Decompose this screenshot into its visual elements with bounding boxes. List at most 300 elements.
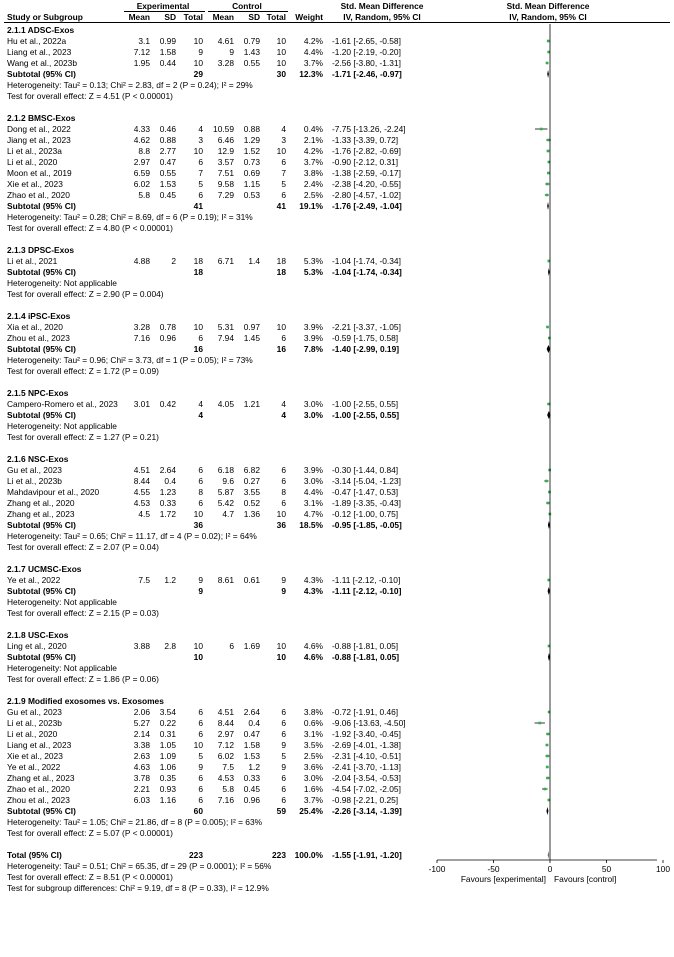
study-ci: -0.72 [-1.91, 0.46]: [332, 707, 399, 717]
study-name: Zhou et al., 2023: [7, 795, 70, 805]
study-mean-exp: 5.27: [133, 718, 150, 728]
study-sd-exp: 0.33: [159, 498, 176, 508]
study-total-exp: 4: [198, 124, 203, 134]
subgroup-overall-effect: Test for overall effect: Z = 1.86 (P = 0.06): [7, 674, 159, 684]
study-mean-ctl: 7.16: [217, 795, 234, 805]
study-ci: -2.31 [-4.10, -0.51]: [332, 751, 401, 761]
study-total-ctl: 10: [276, 509, 286, 519]
header-weight: Weight: [295, 12, 323, 22]
subtotal-diamond: [548, 587, 550, 595]
study-sd-exp: 1.05: [159, 740, 176, 750]
total-diamond: [548, 851, 549, 859]
study-mean-exp: 7.12: [133, 47, 150, 57]
study-ci: -1.92 [-3.40, -0.45]: [332, 729, 401, 739]
subtotal-ci: -0.95 [-1.85, -0.05]: [332, 520, 402, 530]
study-mean-ctl: 7.29: [217, 190, 234, 200]
study-mean-exp: 2.63: [133, 751, 150, 761]
subtotal-total-ctl: 10: [276, 652, 286, 662]
study-sd-exp: 0.55: [159, 168, 176, 178]
study-sd-ctl: 1.4: [248, 256, 260, 266]
subtotal-total-exp: 10: [193, 652, 203, 662]
study-weight: 2.5%: [303, 190, 323, 200]
study-mean-ctl: 6: [229, 641, 234, 651]
study-mean-exp: 8.44: [133, 476, 150, 486]
study-mean-ctl: 5.8: [222, 784, 234, 794]
study-sd-exp: 0.47: [159, 157, 176, 167]
study-sd-ctl: 0.55: [243, 58, 260, 68]
total-ci: -1.55 [-1.91, -1.20]: [332, 850, 402, 860]
study-total-ctl: 6: [281, 707, 286, 717]
study-mean-ctl: 9.6: [222, 476, 234, 486]
study-weight: 3.7%: [303, 58, 323, 68]
study-point: [546, 744, 549, 747]
subtotal-weight: 12.3%: [299, 69, 323, 79]
study-weight: 3.8%: [303, 707, 323, 717]
study-weight: 4.4%: [303, 47, 323, 57]
total-weight: 100.0%: [294, 850, 323, 860]
subtotal-total-exp: 16: [193, 344, 203, 354]
study-total-exp: 6: [198, 707, 203, 717]
subtotal-total-ctl: 18: [276, 267, 286, 277]
subgroup-title: 2.1.2 BMSC-Exos: [7, 113, 76, 123]
study-total-ctl: 10: [276, 36, 286, 46]
study-sd-ctl: 1.36: [243, 509, 260, 519]
study-total-exp: 5: [198, 179, 203, 189]
study-sd-ctl: 1.58: [243, 740, 260, 750]
study-weight: 3.7%: [303, 157, 323, 167]
study-total-exp: 9: [198, 47, 203, 57]
study-point: [547, 172, 550, 175]
study-total-ctl: 8: [281, 487, 286, 497]
study-mean-ctl: 7.94: [217, 333, 234, 343]
subgroup-heterogeneity: Heterogeneity: Tau² = 0.28; Chi² = 8.69, df = 6 (P = 0.19); I² = 31%: [7, 212, 253, 222]
study-weight: 3.1%: [303, 498, 323, 508]
header-smd-right: Std. Mean Difference: [506, 1, 590, 11]
subtotal-total-ctl: 41: [276, 201, 286, 211]
study-mean-exp: 2.97: [133, 157, 150, 167]
study-mean-exp: 3.88: [133, 641, 150, 651]
study-sd-exp: 1.16: [159, 795, 176, 805]
subgroup-title: 2.1.4 iPSC-Exos: [7, 311, 71, 321]
study-mean-ctl: 12.9: [217, 146, 234, 156]
study-sd-ctl: 1.21: [243, 399, 260, 409]
study-ci: -2.56 [-3.80, -1.31]: [332, 58, 401, 68]
study-sd-exp: 0.88: [159, 135, 176, 145]
subtotal-ci: -1.11 [-2.12, -0.10]: [332, 586, 402, 596]
study-mean-ctl: 7.5: [222, 762, 234, 772]
study-name: Zhang et al., 2023: [7, 773, 75, 783]
study-sd-exp: 1.06: [159, 762, 176, 772]
study-sd-ctl: 0.52: [243, 498, 260, 508]
study-ci: -0.88 [-1.81, 0.05]: [332, 641, 399, 651]
subtotal-label: Subtotal (95% CI): [7, 520, 76, 530]
study-point: [547, 502, 550, 505]
study-total-ctl: 6: [281, 498, 286, 508]
study-total-exp: 9: [198, 575, 203, 585]
subgroup-heterogeneity: Heterogeneity: Tau² = 0.65; Chi² = 11.17, df = 4 (P = 0.02); I² = 64%: [7, 531, 257, 541]
study-sd-ctl: 1.2: [248, 762, 260, 772]
study-total-exp: 8: [198, 487, 203, 497]
subgroup-overall-effect: Test for overall effect: Z = 4.51 (P < 0.00001): [7, 91, 173, 101]
study-sd-exp: 1.23: [159, 487, 176, 497]
study-weight: 4.2%: [303, 36, 323, 46]
study-sd-ctl: 0.45: [243, 784, 260, 794]
study-mean-exp: 3.38: [133, 740, 150, 750]
study-sd-ctl: 2.64: [243, 707, 260, 717]
study-point: [547, 40, 550, 43]
study-mean-ctl: 6.71: [217, 256, 234, 266]
study-sd-ctl: 1.29: [243, 135, 260, 145]
study-total-exp: 5: [198, 751, 203, 761]
total-total-ctl: 223: [272, 850, 286, 860]
subtotal-total-exp: 36: [193, 520, 203, 530]
study-name: Hu et al., 2022a: [7, 36, 67, 46]
study-point: [546, 62, 549, 65]
subgroup-heterogeneity: Heterogeneity: Tau² = 0.96; Chi² = 3.73, df = 1 (P = 0.05); I² = 73%: [7, 355, 253, 365]
subtotal-ci: -0.88 [-1.81, 0.05]: [332, 652, 400, 662]
study-sd-exp: 1.09: [159, 751, 176, 761]
study-total-exp: 10: [193, 322, 203, 332]
study-total-ctl: 3: [281, 135, 286, 145]
study-mean-exp: 4.53: [133, 498, 150, 508]
subtotal-diamond: [547, 202, 549, 210]
header-total-exp: Total: [183, 12, 203, 22]
study-ci: -1.76 [-2.82, -0.69]: [332, 146, 401, 156]
study-name: Zhao et al., 2020: [7, 190, 70, 200]
subgroup-overall-effect: Test for overall effect: Z = 1.27 (P = 0.21): [7, 432, 159, 442]
subgroup-overall-effect: Test for overall effect: Z = 2.90 (P = 0.004): [7, 289, 164, 299]
study-sd-ctl: 1.15: [243, 179, 260, 189]
subgroup-heterogeneity: Heterogeneity: Not applicable: [7, 421, 117, 431]
study-weight: 4.2%: [303, 146, 323, 156]
subgroup-title: 2.1.9 Modified exosomes vs. Exosomes: [7, 696, 164, 706]
study-sd-exp: 0.96: [159, 333, 176, 343]
study-mean-exp: 3.28: [133, 322, 150, 332]
study-mean-ctl: 6.18: [217, 465, 234, 475]
study-ci: -1.20 [-2.19, -0.20]: [332, 47, 401, 57]
study-mean-ctl: 10.59: [213, 124, 234, 134]
study-mean-exp: 1.95: [133, 58, 150, 68]
header-study: Study or Subgroup: [7, 12, 83, 22]
study-mean-exp: 6.02: [133, 179, 150, 189]
study-total-ctl: 9: [281, 740, 286, 750]
subgroup-overall-effect: Test for overall effect: Z = 4.80 (P < 0.00001): [7, 223, 173, 233]
subgroup-heterogeneity: Heterogeneity: Not applicable: [7, 597, 117, 607]
study-name: Li et al., 2023b: [7, 718, 62, 728]
study-total-ctl: 5: [281, 179, 286, 189]
subtotal-label: Subtotal (95% CI): [7, 201, 76, 211]
study-name: Ye et al., 2022: [7, 575, 61, 585]
study-name: Xie et al., 2023: [7, 179, 63, 189]
x-axis-tick-label: 0: [547, 864, 553, 874]
study-mean-exp: 2.21: [133, 784, 150, 794]
study-mean-ctl: 6.46: [217, 135, 234, 145]
total-heterogeneity: Heterogeneity: Tau² = 0.51; Chi² = 65.35, df = 29 (P = 0.0001); I² = 56%: [7, 861, 272, 871]
study-name: Dong et al., 2022: [7, 124, 71, 134]
header-experimental: Experimental: [136, 1, 190, 11]
study-point: [547, 733, 550, 736]
study-total-ctl: 10: [276, 47, 286, 57]
study-mean-ctl: 3.28: [217, 58, 234, 68]
study-name: Zhou et al., 2023: [7, 333, 70, 343]
study-mean-exp: 4.88: [133, 256, 150, 266]
study-ci: -0.90 [-2.12, 0.31]: [332, 157, 399, 167]
study-sd-ctl: 3.55: [243, 487, 260, 497]
study-total-exp: 6: [198, 157, 203, 167]
study-mean-exp: 6.03: [133, 795, 150, 805]
study-weight: 2.4%: [303, 179, 323, 189]
study-sd-exp: 0.35: [159, 773, 176, 783]
study-weight: 3.7%: [303, 795, 323, 805]
study-point: [547, 150, 550, 153]
study-mean-exp: 8.8: [138, 146, 150, 156]
study-ci: -2.04 [-3.54, -0.53]: [332, 773, 401, 783]
subgroup-heterogeneity: Heterogeneity: Tau² = 0.13; Chi² = 2.83, df = 2 (P = 0.24); I² = 29%: [7, 80, 253, 90]
subtotal-total-ctl: 36: [276, 520, 286, 530]
study-point: [546, 777, 549, 780]
study-weight: 4.6%: [303, 641, 323, 651]
study-ci: -4.54 [-7.02, -2.05]: [332, 784, 401, 794]
study-sd-exp: 2: [171, 256, 176, 266]
study-sd-ctl: 0.53: [243, 190, 260, 200]
study-point: [546, 766, 549, 769]
study-mean-exp: 4.62: [133, 135, 150, 145]
subgroup-overall-effect: Test for overall effect: Z = 2.15 (P = 0.03): [7, 608, 159, 618]
study-mean-exp: 5.8: [138, 190, 150, 200]
study-sd-ctl: 0.69: [243, 168, 260, 178]
study-point: [547, 139, 550, 142]
subtotal-total-exp: 9: [198, 586, 203, 596]
study-total-ctl: 18: [276, 256, 286, 266]
study-total-exp: 10: [193, 509, 203, 519]
header-mean-ctl: Mean: [212, 12, 234, 22]
study-total-exp: 6: [198, 784, 203, 794]
study-name: Xie et al., 2023: [7, 751, 63, 761]
subtotal-label: Subtotal (95% CI): [7, 69, 76, 79]
study-mean-exp: 4.5: [138, 509, 150, 519]
study-mean-exp: 3.78: [133, 773, 150, 783]
study-weight: 3.9%: [303, 333, 323, 343]
study-name: Zhang et al., 2023: [7, 509, 75, 519]
subgroup-title: 2.1.7 UCMSC-Exos: [7, 564, 82, 574]
study-total-ctl: 5: [281, 751, 286, 761]
study-sd-ctl: 1.53: [243, 751, 260, 761]
subtotal-ci: -1.00 [-2.55, 0.55]: [332, 410, 400, 420]
study-total-ctl: 9: [281, 575, 286, 585]
study-mean-exp: 4.55: [133, 487, 150, 497]
subtotal-weight: 18.5%: [299, 520, 323, 530]
study-mean-exp: 7.16: [133, 333, 150, 343]
study-total-exp: 6: [198, 498, 203, 508]
study-mean-ctl: 4.51: [217, 707, 234, 717]
subgroup-title: 2.1.6 NSC-Exos: [7, 454, 69, 464]
subtotal-total-exp: 4: [198, 410, 203, 420]
study-mean-ctl: 3.57: [217, 157, 234, 167]
study-mean-ctl: 6.02: [217, 751, 234, 761]
study-sd-ctl: 0.47: [243, 729, 260, 739]
study-weight: 3.0%: [303, 476, 323, 486]
header-sd-exp: SD: [164, 12, 176, 22]
study-sd-exp: 0.45: [159, 190, 176, 200]
study-weight: 4.7%: [303, 509, 323, 519]
subgroup-title: 2.1.5 NPC-Exos: [7, 388, 69, 398]
header-control: Control: [232, 1, 262, 11]
study-total-exp: 3: [198, 135, 203, 145]
study-mean-ctl: 9: [229, 47, 234, 57]
subgroup-heterogeneity: Heterogeneity: Not applicable: [7, 278, 117, 288]
subtotal-ci: -1.04 [-1.74, -0.34]: [332, 267, 402, 277]
study-sd-ctl: 1.69: [243, 641, 260, 651]
subgroup-title: 2.1.3 DPSC-Exos: [7, 245, 75, 255]
x-axis-tick-label: 100: [656, 864, 670, 874]
study-total-exp: 6: [198, 773, 203, 783]
study-ci: -2.38 [-4.20, -0.55]: [332, 179, 401, 189]
study-ci: -1.00 [-2.55, 0.55]: [332, 399, 399, 409]
study-mean-exp: 4.63: [133, 762, 150, 772]
study-point: [538, 722, 541, 725]
study-name: Ye et al., 2022: [7, 762, 61, 772]
study-total-ctl: 6: [281, 190, 286, 200]
study-ci: -7.75 [-13.26, -2.24]: [332, 124, 406, 134]
subtotal-total-ctl: 9: [281, 586, 286, 596]
study-mean-ctl: 4.61: [217, 36, 234, 46]
favours-left-label: Favours [experimental]: [460, 874, 546, 884]
study-mean-exp: 3.01: [133, 399, 150, 409]
study-ci: -0.12 [-1.00, 0.75]: [332, 509, 399, 519]
study-total-exp: 6: [198, 465, 203, 475]
study-weight: 3.0%: [303, 399, 323, 409]
study-sd-exp: 1.2: [164, 575, 176, 585]
subtotal-total-ctl: 16: [276, 344, 286, 354]
subtotal-weight: 4.3%: [303, 586, 323, 596]
study-name: Li et al., 2023a: [7, 146, 62, 156]
study-ci: -2.80 [-4.57, -1.02]: [332, 190, 401, 200]
subtotal-total-exp: 41: [193, 201, 203, 211]
header-method-right: IV, Random, 95% CI: [509, 12, 587, 22]
study-point: [546, 326, 549, 329]
study-total-ctl: 6: [281, 729, 286, 739]
study-name: Li et al., 2020: [7, 729, 58, 739]
subgroup-overall-effect: Test for overall effect: Z = 2.07 (P = 0.04): [7, 542, 159, 552]
subtotal-weight: 3.0%: [303, 410, 323, 420]
study-ci: -1.61 [-2.65, -0.58]: [332, 36, 401, 46]
study-mean-ctl: 4.7: [222, 509, 234, 519]
study-mean-ctl: 8.61: [217, 575, 234, 585]
study-total-exp: 4: [198, 399, 203, 409]
study-ci: -0.30 [-1.44, 0.84]: [332, 465, 399, 475]
study-sd-exp: 2.8: [164, 641, 176, 651]
total-label: Total (95% CI): [7, 850, 62, 860]
study-sd-ctl: 0.96: [243, 795, 260, 805]
study-mean-exp: 2.14: [133, 729, 150, 739]
subtotal-diamond: [548, 268, 550, 276]
study-mean-ctl: 4.53: [217, 773, 234, 783]
study-name: Zhang et al., 2020: [7, 498, 75, 508]
study-total-ctl: 4: [281, 399, 286, 409]
study-ci: -0.47 [-1.47, 0.53]: [332, 487, 399, 497]
study-name: Li et al., 2021: [7, 256, 58, 266]
study-total-exp: 6: [198, 729, 203, 739]
study-sd-ctl: 0.88: [243, 124, 260, 134]
study-name: Ling et al., 2020: [7, 641, 67, 651]
study-total-exp: 10: [193, 146, 203, 156]
study-sd-exp: 1.58: [159, 47, 176, 57]
study-weight: 0.6%: [303, 718, 323, 728]
study-sd-exp: 0.22: [159, 718, 176, 728]
study-total-ctl: 10: [276, 146, 286, 156]
study-sd-exp: 1.72: [159, 509, 176, 519]
study-weight: 4.3%: [303, 575, 323, 585]
favours-right-label: Favours [control]: [554, 874, 617, 884]
study-mean-exp: 4.33: [133, 124, 150, 134]
study-mean-ctl: 7.51: [217, 168, 234, 178]
study-mean-exp: 7.5: [138, 575, 150, 585]
study-name: Mahdavipour et al., 2020: [7, 487, 100, 497]
study-ci: -1.38 [-2.59, -0.17]: [332, 168, 401, 178]
subgroup-title: 2.1.8 USC-Exos: [7, 630, 69, 640]
study-name: Li et al., 2023b: [7, 476, 62, 486]
study-sd-ctl: 0.33: [243, 773, 260, 783]
study-mean-ctl: 2.97: [217, 729, 234, 739]
study-sd-ctl: 1.45: [243, 333, 260, 343]
study-sd-ctl: 0.61: [243, 575, 260, 585]
study-weight: 3.8%: [303, 168, 323, 178]
study-total-exp: 10: [193, 641, 203, 651]
subgroup-heterogeneity: Heterogeneity: Tau² = 1.05; Chi² = 21.86, df = 8 (P = 0.005); I² = 63%: [7, 817, 263, 827]
study-mean-ctl: 9.58: [217, 179, 234, 189]
study-total-exp: 6: [198, 476, 203, 486]
subtotal-ci: -1.40 [-2.99, 0.19]: [332, 344, 400, 354]
subgroup-heterogeneity: Heterogeneity: Not applicable: [7, 663, 117, 673]
subtotal-total-ctl: 4: [281, 410, 286, 420]
study-mean-ctl: 4.05: [217, 399, 234, 409]
subgroup-overall-effect: Test for overall effect: Z = 5.07 (P < 0.00001): [7, 828, 173, 838]
study-total-exp: 10: [193, 740, 203, 750]
study-sd-ctl: 0.73: [243, 157, 260, 167]
study-sd-exp: 0.44: [159, 58, 176, 68]
study-point: [547, 51, 550, 54]
study-total-ctl: 10: [276, 641, 286, 651]
subtotal-total-exp: 29: [193, 69, 203, 79]
study-sd-exp: 2.64: [159, 465, 176, 475]
study-weight: 2.5%: [303, 751, 323, 761]
study-sd-ctl: 0.97: [243, 322, 260, 332]
study-sd-exp: 0.99: [159, 36, 176, 46]
study-total-ctl: 6: [281, 718, 286, 728]
study-ci: -0.59 [-1.75, 0.58]: [332, 333, 399, 343]
header-method-left: IV, Random, 95% CI: [343, 12, 421, 22]
subtotal-total-exp: 60: [193, 806, 203, 816]
study-sd-exp: 3.54: [159, 707, 176, 717]
study-mean-ctl: 5.42: [217, 498, 234, 508]
study-name: Liang et al., 2023: [7, 740, 72, 750]
subtotal-diamond: [547, 70, 549, 78]
study-sd-ctl: 0.79: [243, 36, 260, 46]
study-total-exp: 10: [193, 36, 203, 46]
subtotal-label: Subtotal (95% CI): [7, 652, 76, 662]
study-total-ctl: 9: [281, 762, 286, 772]
study-total-exp: 6: [198, 718, 203, 728]
study-total-exp: 6: [198, 795, 203, 805]
subtotal-weight: 4.6%: [303, 652, 323, 662]
study-weight: 2.1%: [303, 135, 323, 145]
study-mean-ctl: 5.31: [217, 322, 234, 332]
study-total-exp: 6: [198, 190, 203, 200]
study-point: [545, 480, 548, 483]
study-name: Liang et al., 2023: [7, 47, 72, 57]
subtotal-label: Subtotal (95% CI): [7, 586, 76, 596]
study-total-ctl: 6: [281, 795, 286, 805]
